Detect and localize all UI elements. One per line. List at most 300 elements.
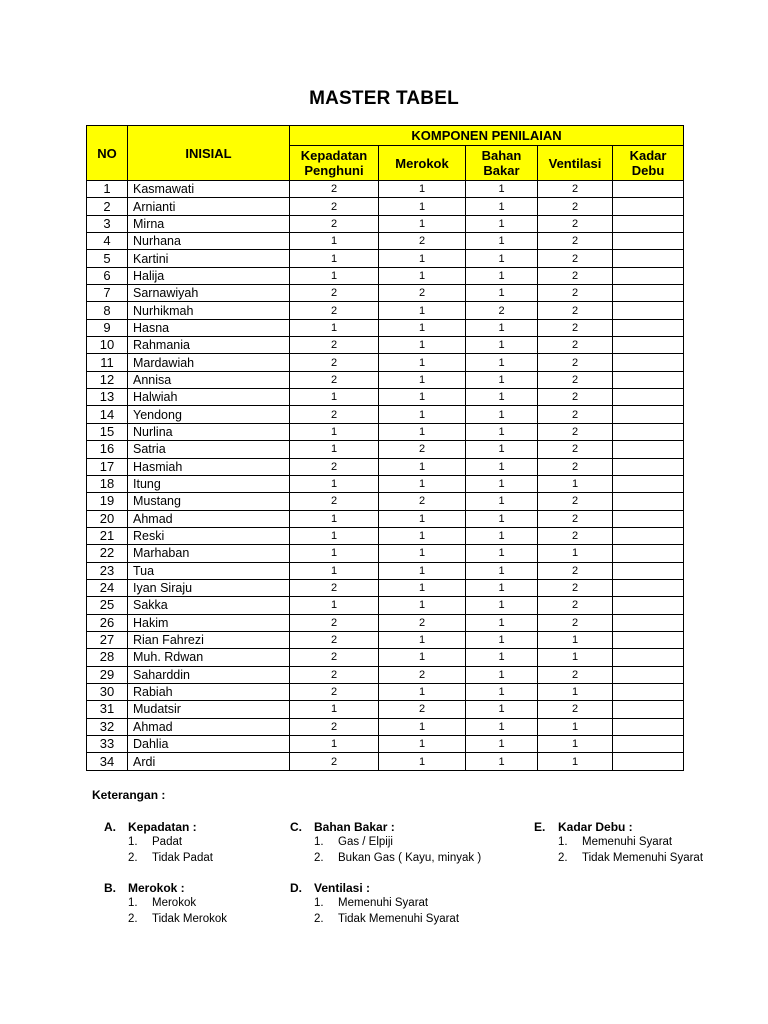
legend-label: Kepadatan : (128, 820, 197, 834)
cell-merokok: 1 (379, 649, 466, 666)
cell-ventilasi: 2 (538, 510, 613, 527)
cell-bahan-bakar: 1 (466, 406, 538, 423)
cell-ventilasi: 2 (538, 302, 613, 319)
cell-merokok: 1 (379, 423, 466, 440)
row-number: 13 (87, 389, 128, 406)
cell-kadar-debu (613, 233, 684, 250)
cell-ventilasi: 2 (538, 406, 613, 423)
cell-kepadatan: 2 (290, 302, 379, 319)
table-row (87, 631, 684, 648)
cell-kadar-debu (613, 215, 684, 232)
cell-ventilasi: 1 (538, 545, 613, 562)
cell-bahan-bakar: 1 (466, 493, 538, 510)
table-row (87, 267, 684, 284)
row-number: 9 (87, 319, 128, 336)
cell-kadar-debu (613, 267, 684, 284)
cell-ventilasi: 2 (538, 493, 613, 510)
table-body (87, 181, 684, 771)
cell-ventilasi: 2 (538, 527, 613, 544)
table-row (87, 319, 684, 336)
row-inisial: Arnianti (128, 198, 290, 215)
row-inisial: Kasmawati (128, 181, 290, 198)
table-row (87, 181, 684, 198)
cell-ventilasi: 1 (538, 753, 613, 770)
cell-kepadatan: 2 (290, 371, 379, 388)
cell-kepadatan: 1 (290, 562, 379, 579)
cell-kepadatan: 1 (290, 701, 379, 718)
legend-item: 1. Gas / Elpiji (314, 836, 393, 848)
cell-bahan-bakar: 1 (466, 683, 538, 700)
row-number: 32 (87, 718, 128, 735)
cell-ventilasi: 2 (538, 614, 613, 631)
row-inisial: Halija (128, 267, 290, 284)
row-number: 20 (87, 510, 128, 527)
cell-ventilasi: 1 (538, 736, 613, 753)
cell-ventilasi: 1 (538, 718, 613, 735)
cell-kepadatan: 1 (290, 423, 379, 440)
cell-merokok: 2 (379, 666, 466, 683)
table-row (87, 215, 684, 232)
cell-kepadatan: 2 (290, 718, 379, 735)
cell-kepadatan: 1 (290, 597, 379, 614)
row-inisial: Yendong (128, 406, 290, 423)
cell-merokok: 1 (379, 527, 466, 544)
cell-bahan-bakar: 1 (466, 354, 538, 371)
row-number: 34 (87, 753, 128, 770)
cell-bahan-bakar: 1 (466, 371, 538, 388)
table-row (87, 579, 684, 596)
table-row (87, 545, 684, 562)
cell-kadar-debu (613, 666, 684, 683)
cell-kadar-debu (613, 423, 684, 440)
row-inisial: Mirna (128, 215, 290, 232)
cell-merokok: 1 (379, 683, 466, 700)
row-number: 25 (87, 597, 128, 614)
table-row (87, 406, 684, 423)
cell-merokok: 1 (379, 510, 466, 527)
cell-kepadatan: 2 (290, 458, 379, 475)
header-merokok: Merokok (379, 146, 466, 181)
header-komponen-penilaian: KOMPONEN PENILAIAN (290, 126, 684, 146)
cell-kepadatan: 2 (290, 406, 379, 423)
cell-kepadatan: 2 (290, 683, 379, 700)
cell-kadar-debu (613, 250, 684, 267)
cell-bahan-bakar: 1 (466, 579, 538, 596)
cell-bahan-bakar: 1 (466, 458, 538, 475)
legend-group-bahan-bakar (290, 820, 481, 866)
table-row (87, 441, 684, 458)
row-number: 18 (87, 475, 128, 492)
cell-bahan-bakar: 1 (466, 666, 538, 683)
row-inisial: Rahmania (128, 337, 290, 354)
row-inisial: Mustang (128, 493, 290, 510)
legend-letter: D. (290, 881, 302, 895)
row-number: 33 (87, 736, 128, 753)
legend-label: Kadar Debu : (558, 820, 633, 834)
cell-merokok: 1 (379, 562, 466, 579)
cell-kadar-debu (613, 597, 684, 614)
cell-bahan-bakar: 1 (466, 736, 538, 753)
cell-kepadatan: 1 (290, 389, 379, 406)
legend-letter: E. (534, 820, 546, 834)
row-inisial: Saharddin (128, 666, 290, 683)
cell-kadar-debu (613, 718, 684, 735)
legend-group-merokok (104, 881, 227, 927)
row-inisial: Iyan Siraju (128, 579, 290, 596)
table-row (87, 683, 684, 700)
table-row (87, 666, 684, 683)
header-bahan-bakar: Bahan Bakar (466, 146, 538, 181)
cell-bahan-bakar: 1 (466, 753, 538, 770)
cell-ventilasi: 2 (538, 371, 613, 388)
cell-merokok: 1 (379, 753, 466, 770)
cell-bahan-bakar: 2 (466, 302, 538, 319)
table-row (87, 510, 684, 527)
row-inisial: Dahlia (128, 736, 290, 753)
cell-kepadatan: 2 (290, 198, 379, 215)
row-number: 6 (87, 267, 128, 284)
row-inisial: Mudatsir (128, 701, 290, 718)
legend-item: 1. Padat (128, 836, 183, 848)
cell-merokok: 1 (379, 597, 466, 614)
row-number: 2 (87, 198, 128, 215)
cell-merokok: 1 (379, 579, 466, 596)
table-row (87, 493, 684, 510)
cell-ventilasi: 2 (538, 562, 613, 579)
cell-kadar-debu (613, 614, 684, 631)
row-number: 14 (87, 406, 128, 423)
cell-kepadatan: 2 (290, 354, 379, 371)
legend-letter: B. (104, 881, 116, 895)
legend-label: Ventilasi : (314, 881, 371, 895)
master-table (86, 125, 684, 771)
cell-bahan-bakar: 1 (466, 319, 538, 336)
cell-bahan-bakar: 1 (466, 614, 538, 631)
cell-kepadatan: 2 (290, 753, 379, 770)
table-row (87, 423, 684, 440)
cell-kadar-debu (613, 736, 684, 753)
cell-merokok: 1 (379, 389, 466, 406)
row-number: 31 (87, 701, 128, 718)
cell-merokok: 1 (379, 302, 466, 319)
cell-kepadatan: 1 (290, 736, 379, 753)
cell-kadar-debu (613, 319, 684, 336)
table-row (87, 337, 684, 354)
cell-merokok: 1 (379, 458, 466, 475)
cell-kepadatan: 1 (290, 475, 379, 492)
cell-kepadatan: 2 (290, 631, 379, 648)
row-inisial: Annisa (128, 371, 290, 388)
cell-kepadatan: 1 (290, 319, 379, 336)
cell-kadar-debu (613, 389, 684, 406)
row-number: 28 (87, 649, 128, 666)
row-number: 15 (87, 423, 128, 440)
cell-kepadatan: 2 (290, 579, 379, 596)
cell-ventilasi: 1 (538, 475, 613, 492)
table-row (87, 701, 684, 718)
legend-item: 2. Tidak Memenuhi Syarat (558, 852, 704, 864)
cell-kepadatan: 1 (290, 527, 379, 544)
cell-merokok: 2 (379, 614, 466, 631)
row-number: 24 (87, 579, 128, 596)
cell-merokok: 1 (379, 718, 466, 735)
legend-letter: C. (290, 820, 302, 834)
table-row (87, 753, 684, 770)
cell-ventilasi: 2 (538, 285, 613, 302)
cell-ventilasi: 2 (538, 337, 613, 354)
legend-label: Bahan Bakar : (314, 820, 395, 834)
row-number: 12 (87, 371, 128, 388)
row-inisial: Ahmad (128, 718, 290, 735)
row-number: 3 (87, 215, 128, 232)
cell-merokok: 1 (379, 267, 466, 284)
legend-item: 2. Bukan Gas ( Kayu, minyak ) (314, 852, 482, 864)
row-inisial: Rian Fahrezi (128, 631, 290, 648)
cell-bahan-bakar: 1 (466, 510, 538, 527)
row-number: 7 (87, 285, 128, 302)
cell-bahan-bakar: 1 (466, 198, 538, 215)
cell-kepadatan: 1 (290, 250, 379, 267)
cell-merokok: 1 (379, 181, 466, 198)
table-row (87, 285, 684, 302)
table-row (87, 233, 684, 250)
row-number: 8 (87, 302, 128, 319)
cell-merokok: 2 (379, 493, 466, 510)
cell-bahan-bakar: 1 (466, 233, 538, 250)
table-row (87, 458, 684, 475)
table-row (87, 354, 684, 371)
row-inisial: Sakka (128, 597, 290, 614)
cell-ventilasi: 2 (538, 666, 613, 683)
row-number: 22 (87, 545, 128, 562)
row-number: 1 (87, 181, 128, 198)
cell-kadar-debu (613, 406, 684, 423)
cell-bahan-bakar: 1 (466, 631, 538, 648)
cell-merokok: 1 (379, 631, 466, 648)
cell-ventilasi: 2 (538, 215, 613, 232)
legend-group-ventilasi (290, 881, 459, 927)
row-inisial: Marhaban (128, 545, 290, 562)
cell-ventilasi: 2 (538, 181, 613, 198)
cell-bahan-bakar: 1 (466, 562, 538, 579)
cell-kadar-debu (613, 198, 684, 215)
cell-merokok: 1 (379, 371, 466, 388)
header-ventilasi: Ventilasi (538, 146, 613, 181)
legend-item: 1. Merokok (128, 897, 197, 909)
table-row (87, 475, 684, 492)
table-row (87, 718, 684, 735)
row-inisial: Reski (128, 527, 290, 544)
cell-ventilasi: 2 (538, 250, 613, 267)
cell-bahan-bakar: 1 (466, 215, 538, 232)
cell-kadar-debu (613, 545, 684, 562)
cell-kadar-debu (613, 302, 684, 319)
cell-bahan-bakar: 1 (466, 337, 538, 354)
cell-bahan-bakar: 1 (466, 181, 538, 198)
row-number: 21 (87, 527, 128, 544)
cell-kepadatan: 1 (290, 267, 379, 284)
table-row (87, 389, 684, 406)
cell-kadar-debu (613, 701, 684, 718)
legend-item: 1. Memenuhi Syarat (558, 836, 673, 848)
table-row (87, 597, 684, 614)
cell-ventilasi: 2 (538, 701, 613, 718)
legend-label: Merokok : (128, 881, 185, 895)
row-inisial: Hasmiah (128, 458, 290, 475)
cell-kepadatan: 2 (290, 649, 379, 666)
cell-merokok: 2 (379, 701, 466, 718)
table-row (87, 562, 684, 579)
table-row (87, 371, 684, 388)
cell-bahan-bakar: 1 (466, 649, 538, 666)
row-inisial: Muh. Rdwan (128, 649, 290, 666)
cell-kadar-debu (613, 441, 684, 458)
row-inisial: Nurlina (128, 423, 290, 440)
cell-kepadatan: 1 (290, 233, 379, 250)
cell-ventilasi: 2 (538, 458, 613, 475)
cell-ventilasi: 2 (538, 441, 613, 458)
row-inisial: Halwiah (128, 389, 290, 406)
cell-kadar-debu (613, 683, 684, 700)
cell-bahan-bakar: 1 (466, 475, 538, 492)
row-inisial: Nurhikmah (128, 302, 290, 319)
row-inisial: Nurhana (128, 233, 290, 250)
cell-bahan-bakar: 1 (466, 718, 538, 735)
cell-kadar-debu (613, 285, 684, 302)
cell-kadar-debu (613, 493, 684, 510)
row-inisial: Mardawiah (128, 354, 290, 371)
row-number: 5 (87, 250, 128, 267)
cell-kadar-debu (613, 753, 684, 770)
header-inisial: INISIAL (128, 126, 290, 181)
cell-kadar-debu (613, 181, 684, 198)
table-row (87, 614, 684, 631)
cell-bahan-bakar: 1 (466, 267, 538, 284)
cell-merokok: 1 (379, 475, 466, 492)
cell-kepadatan: 2 (290, 215, 379, 232)
cell-kadar-debu (613, 579, 684, 596)
cell-ventilasi: 2 (538, 423, 613, 440)
table-row (87, 250, 684, 267)
cell-merokok: 1 (379, 250, 466, 267)
cell-merokok: 2 (379, 441, 466, 458)
cell-bahan-bakar: 1 (466, 701, 538, 718)
cell-kadar-debu (613, 337, 684, 354)
legend-group-kadar-debu (534, 820, 703, 866)
row-inisial: Itung (128, 475, 290, 492)
row-number: 10 (87, 337, 128, 354)
cell-kadar-debu (613, 527, 684, 544)
page-title: MASTER TABEL (309, 88, 459, 109)
cell-kadar-debu (613, 510, 684, 527)
cell-ventilasi: 1 (538, 649, 613, 666)
cell-kadar-debu (613, 475, 684, 492)
cell-ventilasi: 2 (538, 319, 613, 336)
keterangan-title: Keterangan : (92, 788, 166, 802)
cell-ventilasi: 1 (538, 683, 613, 700)
cell-ventilasi: 2 (538, 198, 613, 215)
cell-kepadatan: 2 (290, 614, 379, 631)
row-number: 26 (87, 614, 128, 631)
row-number: 19 (87, 493, 128, 510)
cell-kepadatan: 2 (290, 285, 379, 302)
cell-kadar-debu (613, 562, 684, 579)
row-inisial: Ahmad (128, 510, 290, 527)
cell-kepadatan: 1 (290, 510, 379, 527)
row-inisial: Satria (128, 441, 290, 458)
table-row (87, 736, 684, 753)
cell-merokok: 1 (379, 354, 466, 371)
cell-ventilasi: 2 (538, 267, 613, 284)
cell-bahan-bakar: 1 (466, 441, 538, 458)
row-number: 29 (87, 666, 128, 683)
row-inisial: Kartini (128, 250, 290, 267)
cell-kepadatan: 2 (290, 666, 379, 683)
table-row (87, 198, 684, 215)
cell-kepadatan: 1 (290, 441, 379, 458)
row-number: 30 (87, 683, 128, 700)
row-inisial: Rabiah (128, 683, 290, 700)
cell-bahan-bakar: 1 (466, 597, 538, 614)
legend-item: 2. Tidak Merokok (128, 913, 227, 925)
row-number: 4 (87, 233, 128, 250)
table-row (87, 527, 684, 544)
row-inisial: Sarnawiyah (128, 285, 290, 302)
row-number: 17 (87, 458, 128, 475)
cell-bahan-bakar: 1 (466, 423, 538, 440)
table-row (87, 302, 684, 319)
header-kadar-debu: Kadar Debu (613, 146, 684, 181)
cell-kepadatan: 1 (290, 545, 379, 562)
cell-kadar-debu (613, 458, 684, 475)
cell-kadar-debu (613, 631, 684, 648)
cell-bahan-bakar: 1 (466, 250, 538, 267)
cell-bahan-bakar: 1 (466, 389, 538, 406)
row-number: 27 (87, 631, 128, 648)
header-kepadatan-penghuni: Kepadatan Penghuni (290, 146, 379, 181)
table-row (87, 649, 684, 666)
cell-ventilasi: 2 (538, 233, 613, 250)
cell-kepadatan: 2 (290, 337, 379, 354)
row-number: 16 (87, 441, 128, 458)
cell-merokok: 1 (379, 545, 466, 562)
cell-ventilasi: 2 (538, 389, 613, 406)
header-no: NO (87, 126, 128, 181)
cell-kadar-debu (613, 354, 684, 371)
cell-ventilasi: 2 (538, 354, 613, 371)
legend-group-kepadatan (104, 820, 213, 866)
cell-merokok: 1 (379, 198, 466, 215)
cell-merokok: 1 (379, 736, 466, 753)
legend-item: 2. Tidak Padat (128, 852, 213, 864)
cell-ventilasi: 2 (538, 597, 613, 614)
cell-merokok: 1 (379, 406, 466, 423)
row-number: 23 (87, 562, 128, 579)
legend-item: 2. Tidak Memenuhi Syarat (314, 913, 460, 925)
cell-kadar-debu (613, 649, 684, 666)
cell-bahan-bakar: 1 (466, 545, 538, 562)
cell-bahan-bakar: 1 (466, 527, 538, 544)
legend-item: 1. Memenuhi Syarat (314, 897, 429, 909)
cell-merokok: 2 (379, 285, 466, 302)
cell-merokok: 2 (379, 233, 466, 250)
cell-kepadatan: 2 (290, 181, 379, 198)
cell-kepadatan: 2 (290, 493, 379, 510)
row-inisial: Hakim (128, 614, 290, 631)
legend-letter: A. (104, 820, 116, 834)
cell-ventilasi: 2 (538, 579, 613, 596)
row-number: 11 (87, 354, 128, 371)
